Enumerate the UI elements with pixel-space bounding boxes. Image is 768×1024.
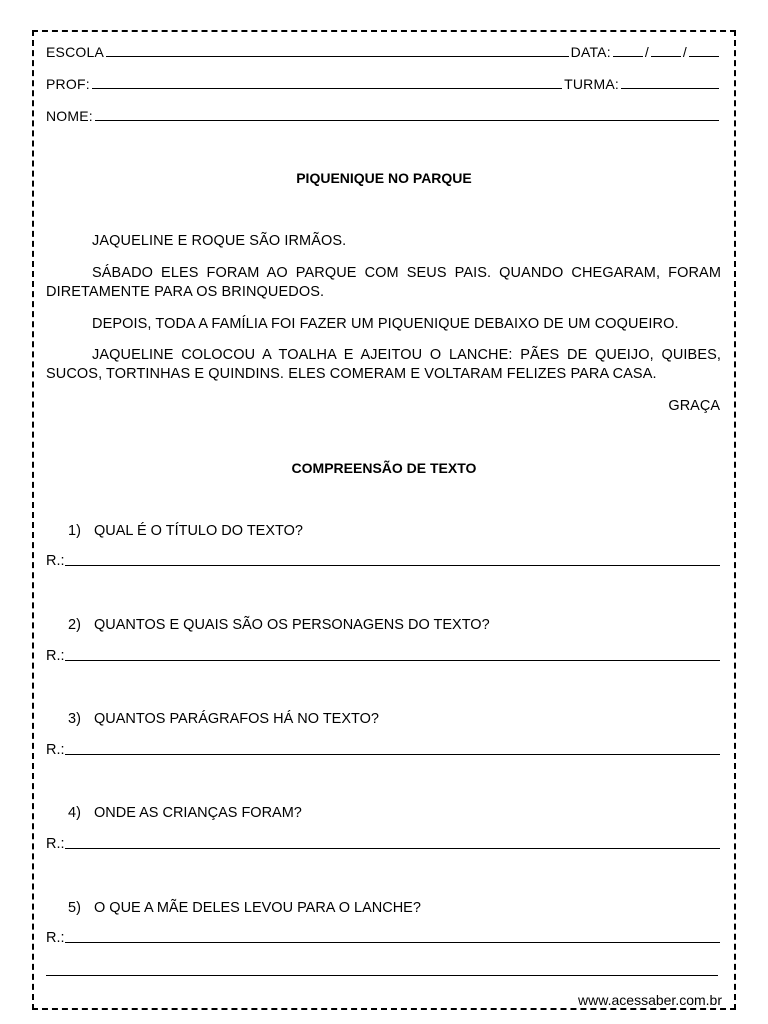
date-year-field[interactable] [689,55,719,57]
question-number: 3) [68,711,81,727]
answer-row [46,836,720,852]
answer-field[interactable] [65,847,720,849]
school-row [46,44,721,60]
date-separator: / [682,44,687,60]
story-paragraph [46,315,721,334]
question-4 [68,805,302,821]
date-label: DATA: [570,44,611,60]
date-separator: / [644,44,649,60]
story-author: GRAÇA [668,398,720,414]
answer-field[interactable] [65,659,720,661]
teacher-row [46,76,721,92]
name-field[interactable] [95,119,719,121]
question-text: QUANTOS PARÁGRAFOS HÁ NO TEXTO? [94,711,379,727]
question-text: QUAL É O TÍTULO DO TEXTO? [94,523,303,539]
paragraph-text: JAQUELINE COLOCOU A TOALHA E AJEITOU O LANCHE: PÃES DE QUEIJO, QUIBES, SUCOS, TORTINHAS E QUINDINS. ELES COMERAM E VOLTARAM FELIZES PARA CASA. [46,347,721,382]
story-paragraph [46,346,721,384]
class-field[interactable] [621,87,719,89]
school-field[interactable] [106,55,569,57]
answer-field[interactable] [65,753,720,755]
answer-field[interactable] [65,941,720,943]
teacher-field[interactable] [92,87,562,89]
question-2 [68,617,490,633]
answer-row [46,930,720,946]
answer-label: R.: [46,836,65,852]
paragraph-text: DEPOIS, TODA A FAMÍLIA FOI FAZER UM PIQUENIQUE DEBAIXO DE UM COQUEIRO. [92,316,679,332]
footer-website: www.acessaber.com.br [578,992,722,1008]
question-text: O QUE A MÃE DELES LEVOU PARA O LANCHE? [94,900,421,916]
answer-extra-line[interactable] [46,974,718,976]
answer-row [46,648,720,664]
school-label: ESCOLA [46,44,104,60]
comprehension-title: COMPREENSÃO DE TEXTO [291,460,477,476]
answer-label: R.: [46,648,65,664]
question-1 [68,523,303,539]
answer-label: R.: [46,742,65,758]
story-paragraph [46,264,721,302]
question-number: 2) [68,617,81,633]
question-text: ONDE AS CRIANÇAS FORAM? [94,805,302,821]
question-number: 4) [68,805,81,821]
answer-field[interactable] [65,564,720,566]
question-number: 5) [68,900,81,916]
answer-label: R.: [46,553,65,569]
question-5 [68,900,421,916]
answer-row [46,553,720,569]
question-3 [68,711,379,727]
paragraph-text: JAQUELINE E ROQUE SÃO IRMÃOS. [92,233,347,249]
answer-label: R.: [46,930,65,946]
story-title: PIQUENIQUE NO PARQUE [296,170,472,186]
date-day-field[interactable] [613,55,643,57]
teacher-label: PROF: [46,76,90,92]
paragraph-text: SÁBADO ELES FORAM AO PARQUE COM SEUS PAIS. QUANDO CHEGARAM, FORAM DIRETAMENTE PARA OS BRINQUEDOS. [46,265,721,300]
name-row [46,108,721,124]
date-month-field[interactable] [651,55,681,57]
question-text: QUANTOS E QUAIS SÃO OS PERSONAGENS DO TEXTO? [94,617,490,633]
name-label: NOME: [46,108,93,124]
answer-row [46,742,720,758]
question-number: 1) [68,523,81,539]
story-paragraph [46,232,721,251]
class-label: TURMA: [564,76,619,92]
